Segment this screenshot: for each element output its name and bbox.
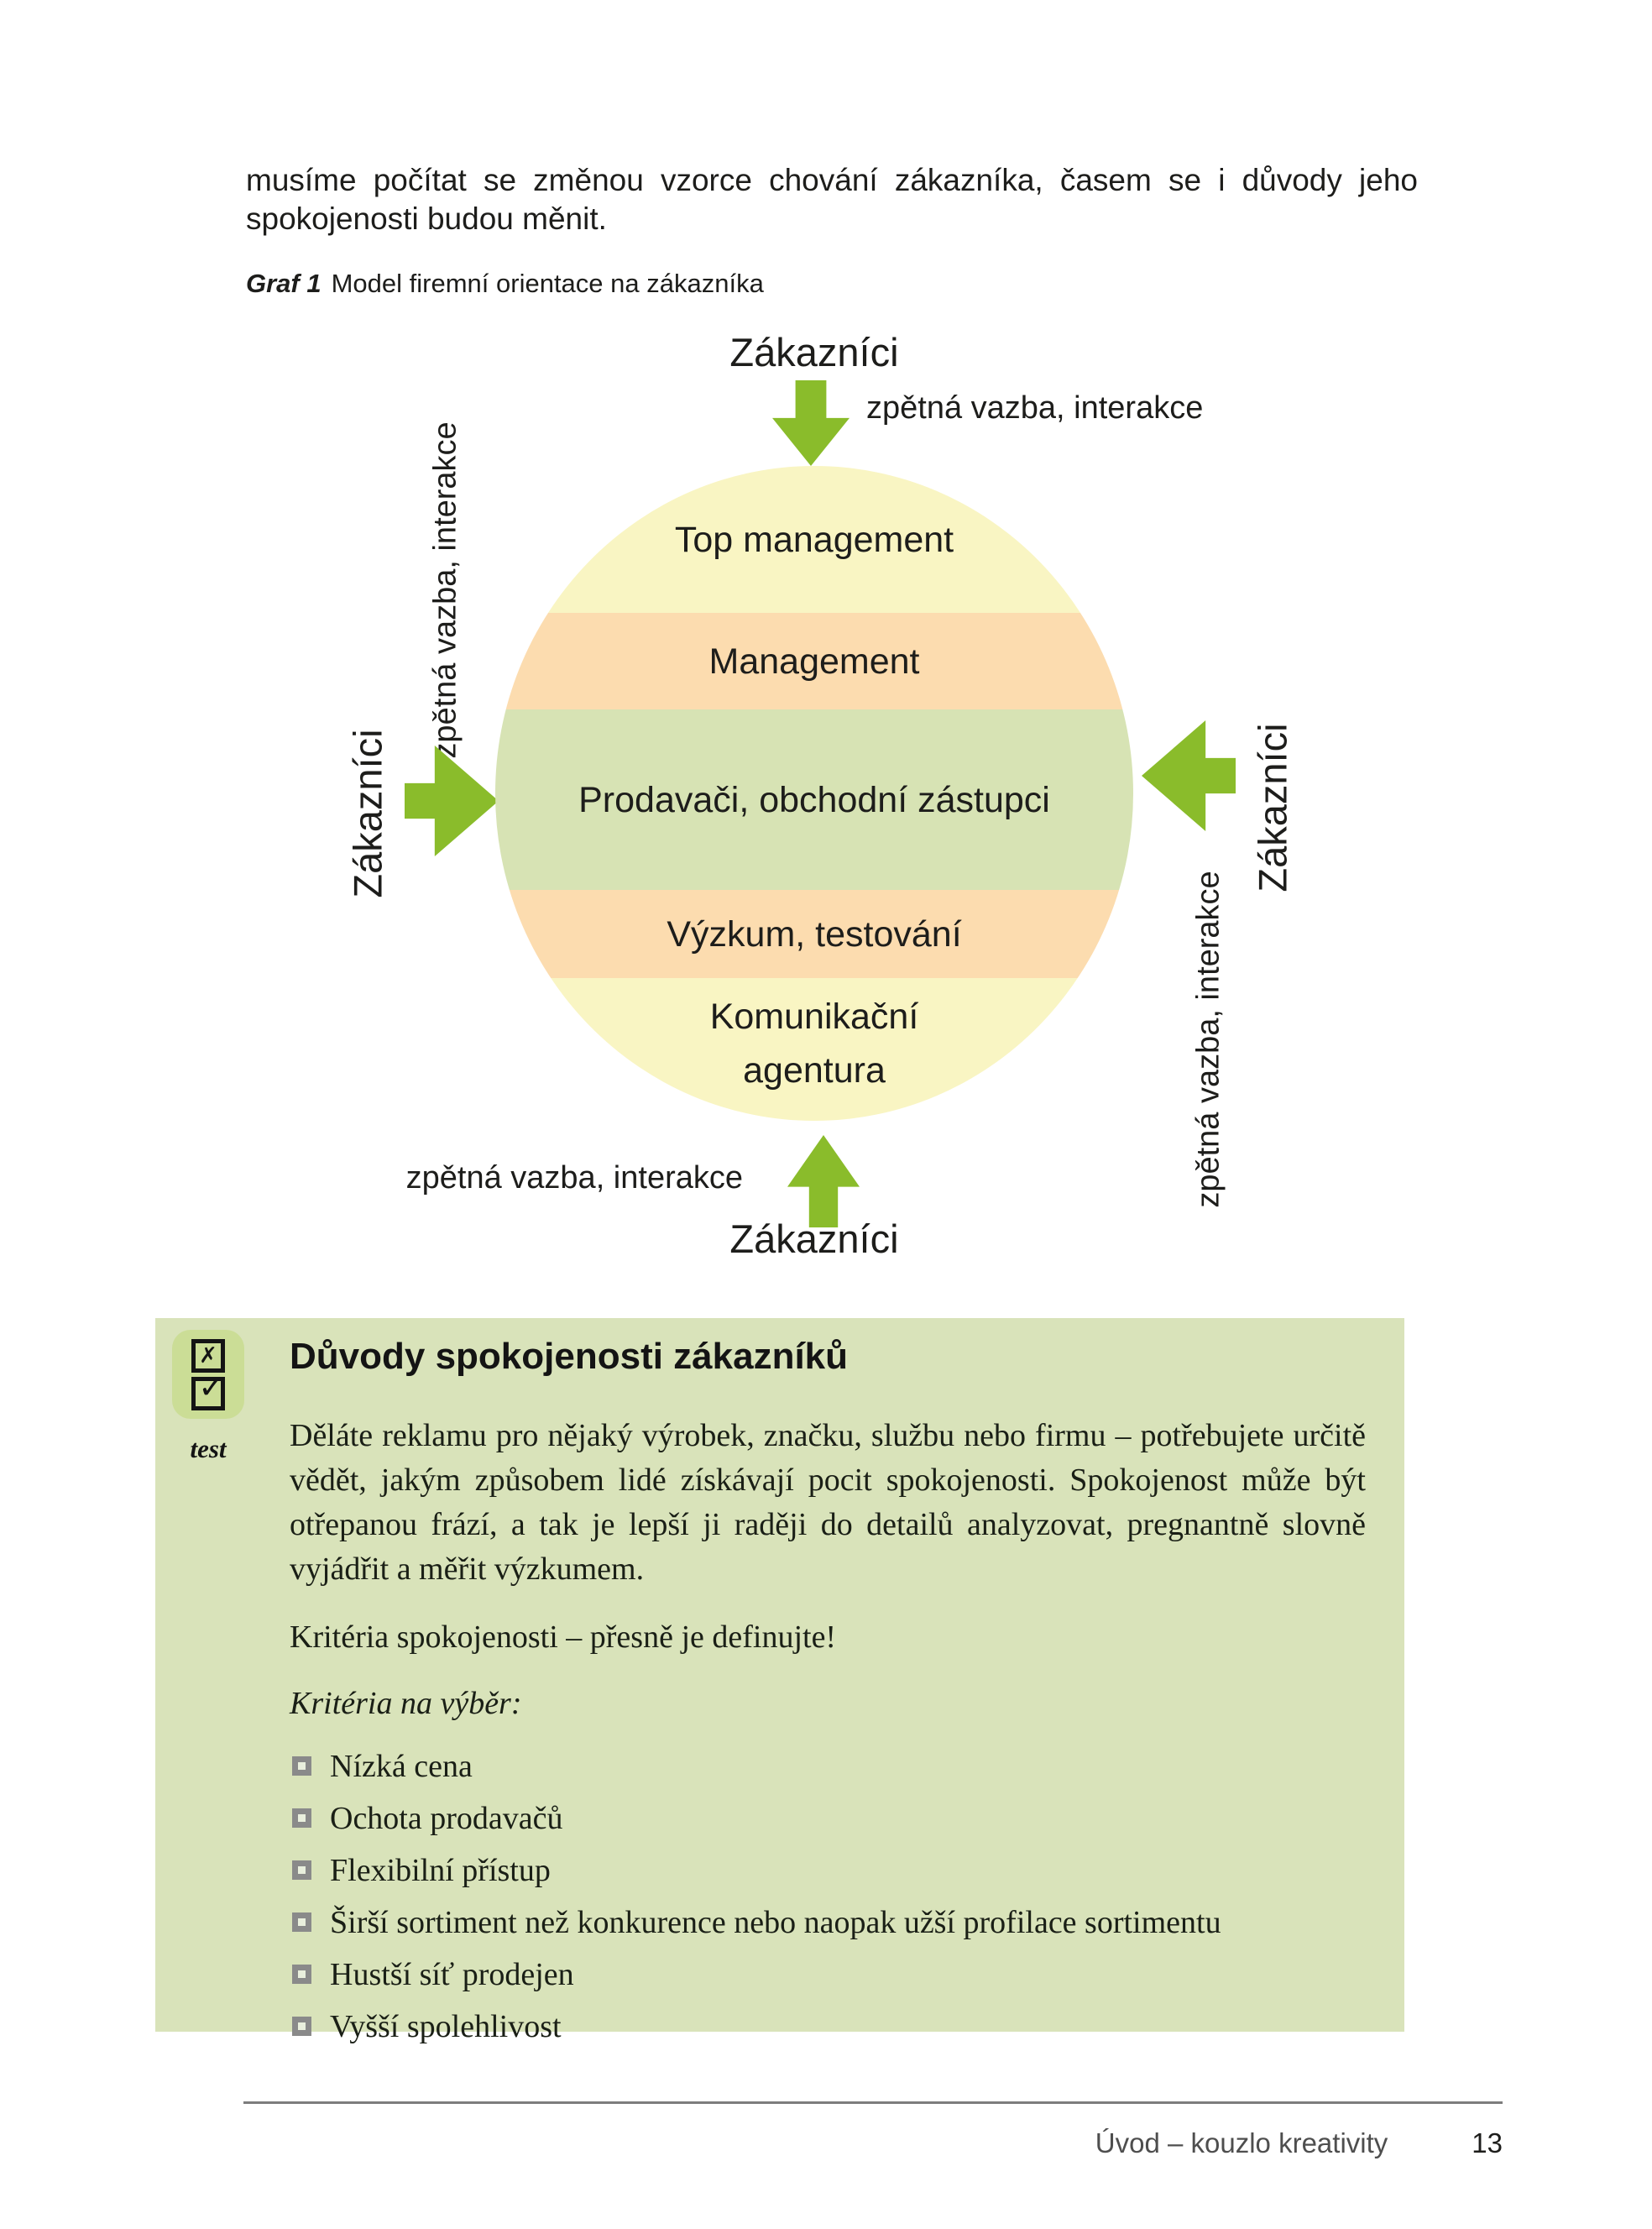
infobox-title: Důvody spokojenosti zákazníků (290, 1336, 849, 1377)
footer (243, 2127, 1503, 2159)
criteria-list (290, 1746, 1366, 2047)
test-badge (172, 1330, 244, 1419)
footer-rule (243, 2101, 1503, 2104)
criteria-intro: Kritéria na výběr: (290, 1686, 522, 1721)
criteria-item (290, 1746, 1366, 1787)
arrow-down-icon (772, 380, 850, 466)
criteria-item (290, 1850, 1366, 1891)
x-checkbox-icon: ✗ (191, 1339, 225, 1373)
criteria-item-text: Širší sortiment než konkurence nebo naopak užší profilace sortimentu (330, 1905, 1221, 1940)
criteria-item-text: Ochota prodavačů (330, 1801, 563, 1836)
footer-page-number: 13 (1472, 2127, 1503, 2158)
band-salespeople: Prodavači, obchodní zástupci (495, 709, 1133, 890)
infobox-content (290, 1337, 1366, 2059)
criteria-item (290, 1798, 1366, 1839)
customers-top-label: Zákazníci (729, 330, 899, 374)
criteria-item (290, 2007, 1366, 2047)
criteria-item (290, 1902, 1366, 1943)
square-bullet-icon (292, 2017, 311, 2036)
criteria-item-text: Nízká cena (330, 1749, 473, 1784)
arrow-right-icon (405, 746, 499, 856)
figure-caption-text: Model firemní orientace na zákazníka (331, 269, 764, 298)
customers-left-label: Zákazníci (345, 729, 390, 898)
intro-paragraph: musíme počítat se změnou vzorce chování zákazníka, časem se i důvody jeho spokojenosti budou měnit. (246, 163, 1418, 236)
figure-caption (246, 269, 764, 299)
check-checkbox-icon: ✓ (191, 1377, 225, 1410)
footer-section-title: Úvod – kouzlo kreativity (1095, 2127, 1388, 2158)
test-badge-caption: test (190, 1434, 227, 1463)
infobox-paragraph: Děláte reklamu pro nějaký výrobek, značku, službu nebo firmu – potřebujete určitě vědět, jakým způsobem lidé získávají pocit spokojenosti. Spokojenost může být otřepanou frází, a tak je lepší ji raději do detailů analyzovat, pregnantně slovně vyjádřit a měřit výzkumem. (290, 1418, 1366, 1587)
band-communication-agency: Komunikační agentura (495, 978, 1133, 1121)
band-research: Výzkum, testování (495, 890, 1133, 978)
feedback-top-label: zpětná vazba, interakce (866, 390, 1204, 426)
square-bullet-icon (292, 1912, 311, 1932)
test-infobox (155, 1318, 1404, 2044)
infobox-emphasis-line: Kritéria spokojenosti – přesně je definujte! (290, 1619, 837, 1655)
feedback-right-label: zpětná vazba, interakce (1190, 871, 1226, 1208)
square-bullet-icon (292, 1808, 311, 1828)
square-bullet-icon (292, 1860, 311, 1880)
feedback-bottom-label: zpětná vazba, interakce (405, 1160, 743, 1196)
criteria-item (290, 1954, 1366, 1995)
customers-bottom-label: Zákazníci (729, 1217, 899, 1261)
square-bullet-icon (292, 1756, 311, 1776)
criteria-item-text: Flexibilní přístup (330, 1853, 551, 1888)
square-bullet-icon (292, 1965, 311, 1984)
band-top-management: Top management (495, 466, 1133, 613)
arrow-left-icon (1142, 720, 1236, 831)
feedback-left-label: zpětná vazba, interakce (427, 421, 463, 759)
criteria-item-text: Hustší síť prodejen (330, 1957, 574, 1992)
customers-right-label: Zákazníci (1250, 723, 1295, 892)
band-management: Management (495, 613, 1133, 709)
arrow-up-icon (787, 1135, 860, 1227)
figure-caption-label: Graf 1 (246, 269, 322, 298)
diagram-circle (495, 466, 1133, 1121)
criteria-item-text: Vyšší spolehlivost (330, 2009, 562, 2044)
